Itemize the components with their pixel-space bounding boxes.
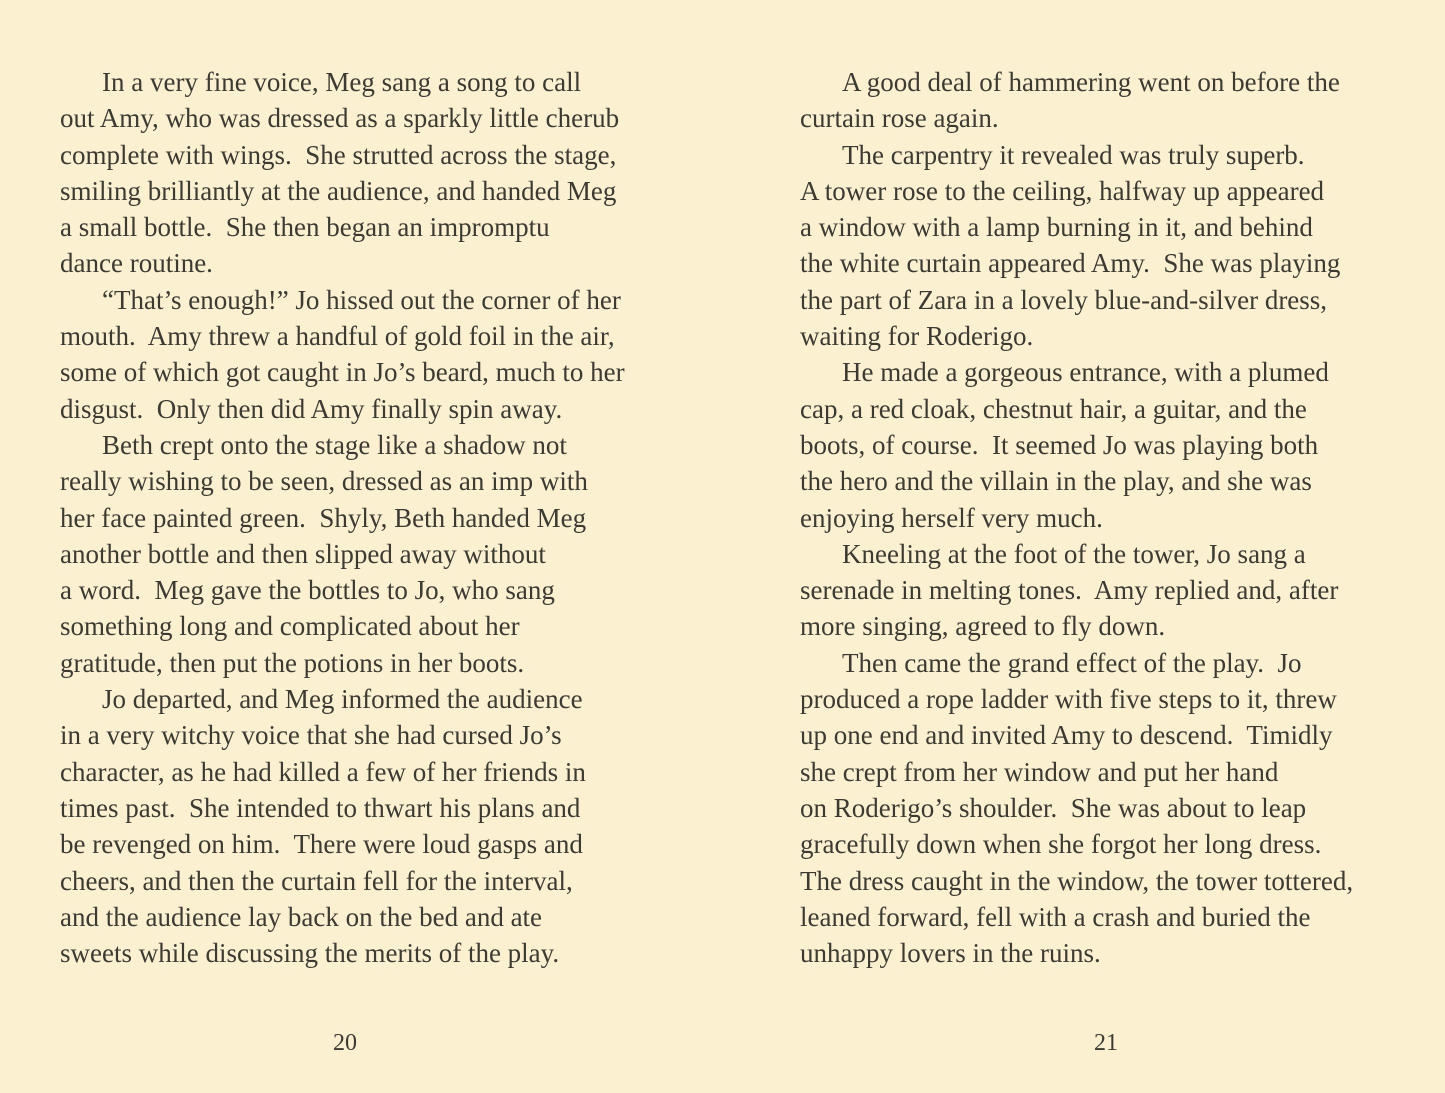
text-line: in a very witchy voice that she had cursed Jo’s (60, 720, 562, 751)
paragraph (60, 427, 660, 681)
page-right (722, 0, 1444, 1093)
text-line: The carpentry it revealed was truly superb. (842, 139, 1305, 170)
text-line: sweets while discussing the merits of the play. (60, 938, 560, 969)
text-line: character, as he had killed a few of her friends in (60, 756, 586, 787)
text-line: up one end and invited Amy to descend. Timidly (800, 720, 1333, 751)
text-line: waiting for Roderigo. (800, 321, 1034, 352)
paragraph (800, 354, 1400, 535)
text-line: In a very fine voice, Meg sang a song to call (102, 67, 582, 97)
text-line: more singing, agreed to fly down. (800, 611, 1166, 642)
text-line: gratitude, then put the potions in her boots. (60, 647, 525, 678)
page-number-left: 20 (333, 1030, 357, 1056)
text-line: dance routine. (60, 248, 213, 279)
text-line: leaned forward, fell with a crash and buried the (800, 901, 1311, 932)
text-line: smiling brilliantly at the audience, and handed Meg (60, 175, 617, 206)
text-line: Kneeling at the foot of the tower, Jo sang a (842, 538, 1306, 569)
paragraph (800, 64, 1400, 137)
text-line: a window with a lamp burning in it, and behind (800, 212, 1313, 243)
text-line: Then came the grand effect of the play. Jo (842, 647, 1302, 678)
text-line: cheers, and then the curtain fell for the interval, (60, 865, 573, 896)
text-line: “That’s enough!” Jo hissed out the corner of her (102, 284, 621, 315)
paragraph (60, 681, 660, 971)
text-line: He made a gorgeous entrance, with a plumed (842, 357, 1329, 388)
text-line: disgust. Only then did Amy finally spin away. (60, 393, 563, 424)
text-line: cap, a red cloak, chestnut hair, a guitar, and the (800, 393, 1307, 424)
text-line: really wishing to be seen, dressed as an imp with (60, 466, 588, 497)
text-line: be revenged on him. There were loud gasps and (60, 829, 583, 860)
text-line: the hero and the villain in the play, and she was (800, 466, 1312, 497)
page-number-right: 21 (1094, 1030, 1118, 1056)
text-line: curtain rose again. (800, 103, 999, 134)
text-line: mouth. Amy threw a handful of gold foil in the air, (60, 321, 615, 352)
text-line: the part of Zara in a lovely blue-and-silver dress, (800, 284, 1328, 315)
text-line: enjoying herself very much. (800, 502, 1103, 533)
text-line: produced a rope ladder with five steps to it, threw (800, 684, 1337, 715)
text-line: out Amy, who was dressed as a sparkly little cherub (60, 103, 620, 134)
text-line: The dress caught in the window, the tower tottered, (800, 865, 1354, 896)
text-line: serenade in melting tones. Amy replied and, after (800, 575, 1339, 606)
text-line: boots, of course. It seemed Jo was playing both (800, 429, 1319, 460)
paragraph (800, 645, 1400, 972)
text-line: her face painted green. Shyly, Beth handed Meg (60, 502, 587, 533)
text-line: the white curtain appeared Amy. She was playing (800, 248, 1341, 279)
text-line: unhappy lovers in the ruins. (800, 938, 1101, 969)
text-line: a small bottle. She then began an impromptu (60, 212, 550, 243)
page-left (0, 0, 722, 1093)
text-line: complete with wings. She strutted across the stage, (60, 139, 617, 170)
text-line: she crept from her window and put her hand (800, 756, 1279, 787)
paragraph (800, 536, 1400, 645)
text-line: another bottle and then slipped away without (60, 538, 546, 569)
text-line: on Roderigo’s shoulder. She was about to leap (800, 792, 1307, 823)
page-right-text (800, 64, 1400, 971)
text-line: and the audience lay back on the bed and ate (60, 901, 543, 932)
text-line: Jo departed, and Meg informed the audience (102, 684, 583, 715)
paragraph (60, 282, 660, 427)
text-line: gracefully down when she forgot her long dress. (800, 829, 1322, 860)
text-line: A tower rose to the ceiling, halfway up appeared (800, 175, 1325, 206)
text-line: times past. She intended to thwart his plans and (60, 792, 581, 823)
text-line: A good deal of hammering went on before the (842, 67, 1340, 97)
text-line: Beth crept onto the stage like a shadow not (102, 429, 567, 460)
paragraph (60, 64, 660, 282)
paragraph (800, 137, 1400, 355)
text-line: some of which got caught in Jo’s beard, much to her (60, 357, 625, 388)
text-line: a word. Meg gave the bottles to Jo, who sang (60, 575, 555, 606)
page-left-text (60, 64, 660, 971)
text-line: something long and complicated about her (60, 611, 520, 642)
